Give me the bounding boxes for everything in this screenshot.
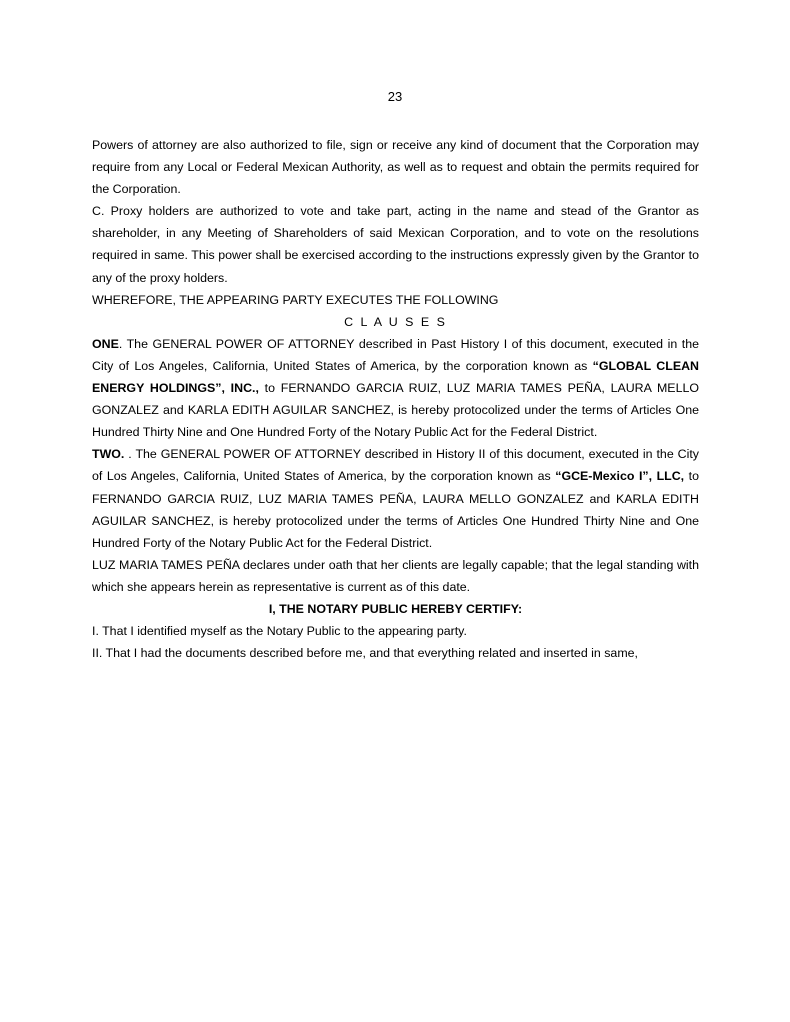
paragraph-wherefore: WHEREFORE, THE APPEARING PARTY EXECUTES THE FOLLOWING xyxy=(92,292,499,307)
clause-one-company: “GLOBAL CLEAN ENERGY HOLDINGS”, INC., xyxy=(92,358,699,396)
clause-one xyxy=(92,333,699,443)
paragraph-declaration: LUZ MARIA TAMES PEÑA declares under oath that her clients are legally capable; that the legal standing with which she appears herein as representative is current as of this date. xyxy=(92,557,699,594)
clause-two-text-b: to FERNANDO GARCIA RUIZ, LUZ MARIA TAMES PEÑA, LAURA MELLO GONZALEZ and KARLA EDITH AGUILAR SANCHEZ, is hereby protocolized under the terms of Articles One Hundred Thirty Nine and One Hundred Forty of the Notary Public Act for the Federal District. xyxy=(92,469,699,550)
paragraph-proxy-holders: C. Proxy holders are authorized to vote and take part, acting in the name and stead of the Grantor as shareholder, in any Meeting of Shareholders of said Mexican Corporation, and to vote on the resolutions required in same. This power shall be exercised according to the instructions expressly given by the Grantor to any of the proxy holders. xyxy=(92,204,699,285)
certify-heading xyxy=(92,598,699,620)
certification-item-2: II. That I had the documents described before me, and that everything related and inserted in same, xyxy=(92,646,638,661)
clause-two-text-a: . The GENERAL POWER OF ATTORNEY described in History II of this document, executed in the City of Los Angeles, California, United States of America, by the corporation known as xyxy=(92,447,699,484)
certification-item-1: I. That I identified myself as the Notary Public to the appearing party. xyxy=(92,624,467,639)
clause-one-label: ONE xyxy=(92,336,119,351)
clause-two-company: “GCE-Mexico I”, LLC, xyxy=(555,469,685,484)
certify-heading-text: I, THE NOTARY PUBLIC HEREBY CERTIFY: xyxy=(268,601,523,616)
page-number: 23 xyxy=(387,89,403,104)
document-body xyxy=(92,134,699,664)
clause-two-label: TWO. xyxy=(92,447,125,462)
clause-two xyxy=(92,443,699,553)
paragraph-powers-of-attorney: Powers of attorney are also authorized to file, sign or receive any kind of document that the Corporation may require from any Local or Federal Mexican Authority, as well as to request and obtain the permits required for the Corporation. xyxy=(92,138,699,197)
clauses-heading: C L A U S E S xyxy=(344,314,447,329)
clause-one-text-b: to FERNANDO GARCIA RUIZ, LUZ MARIA TAMES PEÑA, LAURA MELLO GONZALEZ and KARLA EDITH AGUILAR SANCHEZ, is hereby protocolized under the terms of Articles One Hundred Thirty Nine and One Hundred Forty of the Notary Public Act for the Federal District. xyxy=(92,381,699,440)
clause-one-text-a: . The GENERAL POWER OF ATTORNEY described in Past History I of this document, executed in the City of Los Angeles, California, United States of America, by the corporation known as xyxy=(92,336,699,373)
